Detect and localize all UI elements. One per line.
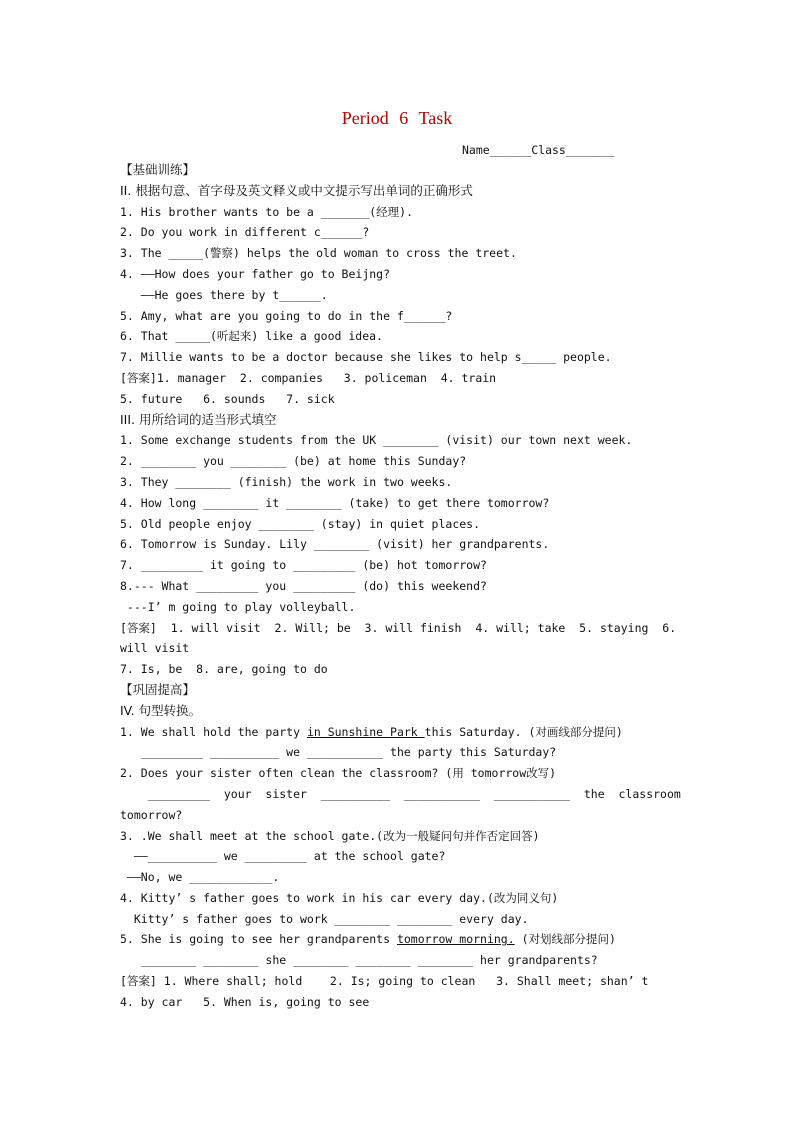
section-heading-advanced: 【巩固提高】: [120, 681, 196, 697]
answer-line: 4. by car 5. When is, going to see: [120, 994, 370, 1009]
exercise-line: [120, 929, 680, 950]
exercise-line: 6. That _____(听起来) like a good idea.: [120, 329, 383, 344]
exercise-line: 7. _________ it going to _________ (be) hot tomorrow?: [120, 558, 487, 573]
exercise-line: 2. Does your sister often clean the classroom? (用 tomorrow改写): [120, 766, 557, 781]
underlined-phrase: tomorrow morning.: [396, 932, 515, 947]
page-title: Period 6 Task: [341, 108, 453, 128]
exercise-line: 1. Some exchange students from the UK ________ (visit) our town next week.: [120, 433, 633, 448]
exercise-line: 5. Old people enjoy ________ (stay) in quiet places.: [120, 516, 481, 531]
exercise-line: 3. The _____(警察) helps the old woman to cross the treet.: [120, 246, 517, 261]
exercise-line: 4. How long ________ it ________ (take) to get there tomorrow?: [120, 495, 550, 510]
exercise-line: [120, 722, 680, 743]
exercise-line: 4. ——How does your father go to Beijng?: [120, 266, 391, 281]
sentence-text: 1. We shall hold the party: [120, 724, 307, 739]
exercise-line: tomorrow?: [120, 807, 183, 822]
exercise-line: 7. Millie wants to be a doctor because she likes to help s_____ people.: [120, 350, 612, 365]
exercise-line: ---I’ m going to play volleyball.: [120, 599, 356, 614]
exercise-line: 5. Amy, what are you going to do in the f______?: [120, 308, 453, 323]
sentence-text: (对划线部分提问): [514, 932, 616, 947]
sentence-text: this Saturday. (对画线部分提问): [424, 724, 623, 739]
answer-line: will visit: [120, 641, 190, 656]
part4-heading: IV. 句型转换。: [120, 702, 202, 718]
exercise-line: ——No, we ____________.: [120, 870, 280, 885]
exercise-line: 3. .We shall meet at the school gate.(改为一般疑问句并作否定回答): [120, 828, 540, 843]
worksheet-body: [120, 160, 680, 1013]
part2-heading: II. 根据句意、首字母及英文释义或中文提示写出单词的正确形式: [120, 182, 473, 198]
exercise-line: _________ your sister __________ ___________ ___________ the classroom: [120, 786, 681, 801]
part3-heading: III. 用所给词的适当形式填空: [120, 411, 277, 427]
exercise-line: 8.--- What _________ you _________ (do) this weekend?: [120, 578, 487, 593]
exercise-line: 2. ________ you ________ (be) at home this Sunday?: [120, 454, 467, 469]
exercise-line: Kitty’ s father goes to work ________ ________ every day.: [120, 911, 529, 926]
answer-line: [答案] 1. will visit 2. Will; be 3. will finish 4. will; take 5. staying 6.: [120, 620, 677, 635]
exercise-line: 1. His brother wants to be a _______(经理).: [120, 204, 414, 219]
exercise-line: 6. Tomorrow is Sunday. Lily ________ (visit) her grandparents.: [120, 537, 550, 552]
exercise-line: ——He goes there by t______.: [120, 287, 328, 302]
answer-line: [答案]1. manager 2. companies 3. policeman 4. train: [120, 370, 497, 385]
exercise-line: 4. Kitty’ s father goes to work in his car every day.(改为同义句): [120, 890, 559, 905]
exercise-line: ——__________ we _________ at the school gate?: [120, 849, 446, 864]
sentence-text: 5. She is going to see her grandparents: [120, 932, 397, 947]
section-heading-basic: 【基础训练】: [120, 162, 196, 177]
exercise-line: 2. Do you work in different c______?: [120, 225, 370, 240]
name-class-line: Name______Class_______: [462, 143, 615, 157]
exercise-line: ________ ________ she ________ ________ ________ her grandparents?: [120, 953, 598, 968]
answer-line: [答案] 1. Where shall; hold 2. Is; going to clean 3. Shall meet; shan’ t: [120, 974, 649, 989]
underlined-phrase: in Sunshine Park: [306, 724, 425, 739]
exercise-line: _________ __________ we ___________ the party this Saturday?: [120, 745, 557, 760]
answer-line: 5. future 6. sounds 7. sick: [120, 391, 335, 406]
answer-line: 7. Is, be 8. are, going to do: [120, 662, 328, 677]
exercise-line: 3. They ________ (finish) the work in two weeks.: [120, 474, 453, 489]
